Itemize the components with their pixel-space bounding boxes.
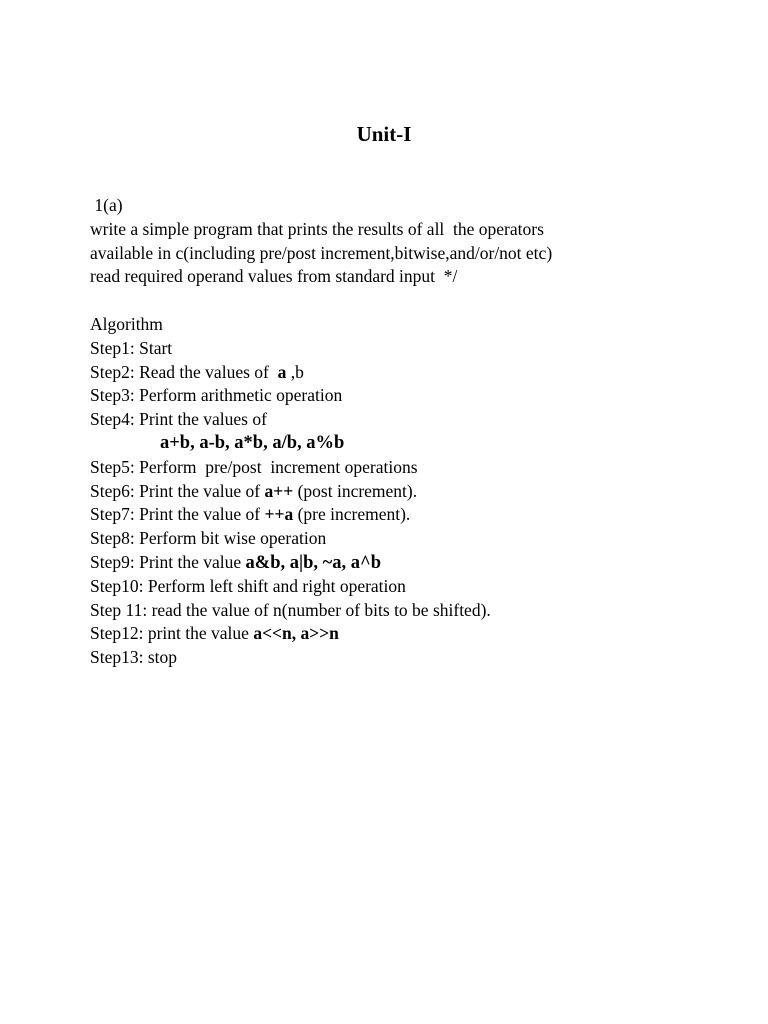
step-6-suffix: (post increment). [293,480,418,501]
step-8: Step8: Perform bit wise operation [90,528,327,549]
step-11: Step 11: read the value of n(number of bits to be shifted). [90,599,491,620]
step-4-values: a+b, a-b, a*b, a/b, a%b [160,432,345,453]
step-4: Step4: Print the values of [90,409,267,430]
spacer [90,289,740,313]
step-3: Step3: Perform arithmetic operation [90,385,343,406]
step-12-expression: a<<n, a>>n [253,623,339,644]
step-13: Step13: stop [90,647,178,668]
step-2 [90,361,740,385]
problem-line-3: read required operand values from standard input */ [90,266,458,287]
step-6-expression: a++ [264,480,294,501]
step-2-variable: a [277,361,287,382]
problem-line-2: available in c(including pre/post increment,bitwise,and/or/not etc) [90,242,553,263]
step-9 [90,551,740,575]
step-7 [90,503,740,527]
step-1: Step1: Start [90,337,173,358]
problem-number: 1(a) [90,195,123,215]
step-9-expression: a&b, a|b, ~a, a^b [245,552,382,573]
document-body [90,194,740,670]
problem-line-1: write a simple program that prints the results of all the operators [90,218,544,239]
step-7-expression: ++a [264,504,294,525]
step-12-text: Step12: print the value [90,623,254,644]
step-7-text: Step7: Print the value of [90,504,265,525]
step-5: Step5: Perform pre/post increment operations [90,456,418,477]
step-2-suffix: ,b [286,361,304,382]
step-10: Step10: Perform left shift and right operation [90,575,406,596]
step-7-suffix: (pre increment). [293,504,411,525]
algorithm-heading: Algorithm [90,313,163,334]
step-6 [90,480,740,504]
step-2-text: Step2: Read the values of [90,361,278,382]
step-12 [90,622,740,646]
page-title: Unit-I [356,122,412,146]
step-6-text: Step6: Print the value of [90,480,265,501]
step-9-text: Step9: Print the value [90,551,246,572]
